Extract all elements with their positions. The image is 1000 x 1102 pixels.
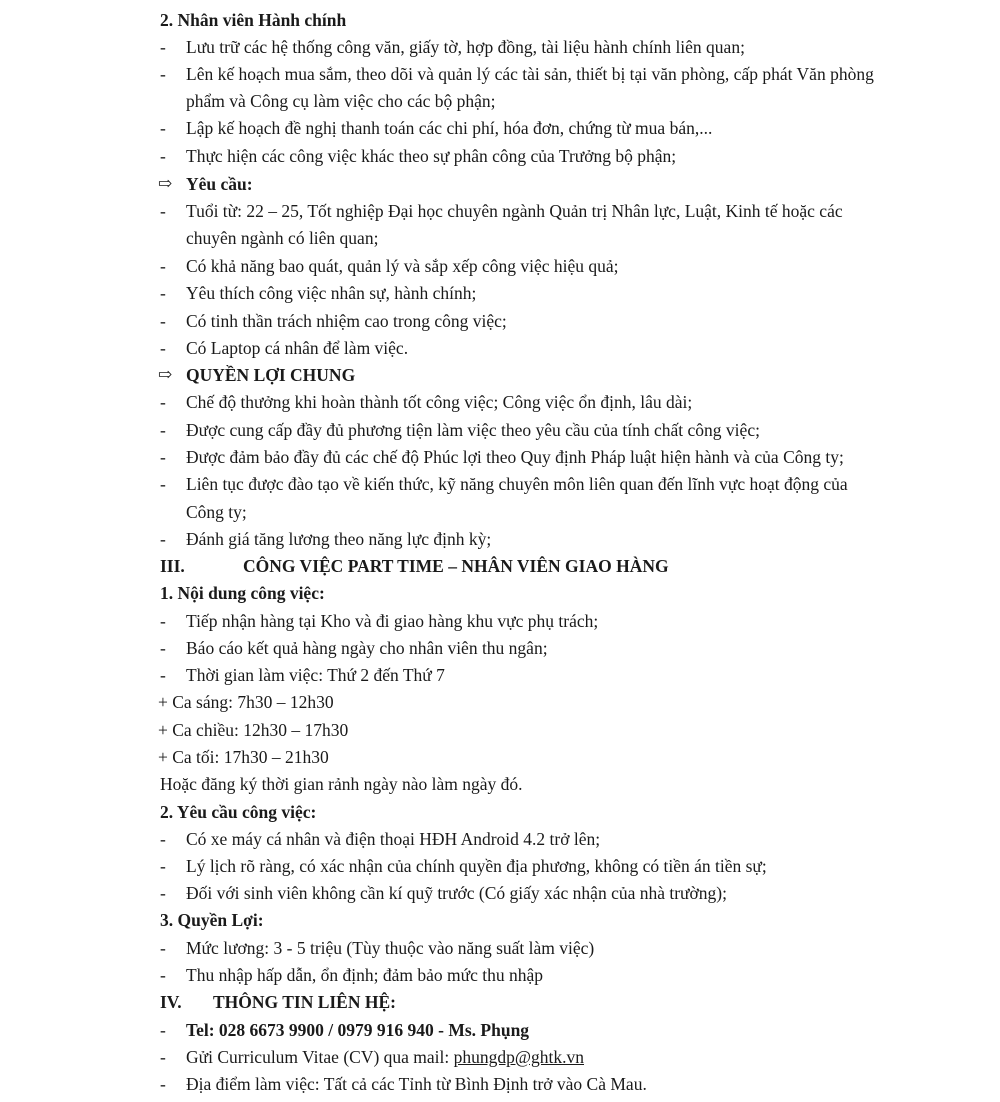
section-heading: 2. Nhân viên Hành chính xyxy=(160,10,347,30)
subsection-heading: 3. Quyền Lợi: xyxy=(160,910,264,930)
subsection-heading: 1. Nội dung công việc: xyxy=(160,583,325,603)
cv-line xyxy=(186,1045,584,1069)
benefits-heading: QUYỀN LỢI CHUNG xyxy=(186,365,356,385)
list-item: Thực hiện các công việc khác theo sự phân công của Trưởng bộ phận; xyxy=(186,146,677,166)
list-item: Lưu trữ các hệ thống công văn, giấy tờ, hợp đồng, tài liệu hành chính liên quan; xyxy=(186,37,745,57)
bullet-dash: - xyxy=(160,638,166,658)
list-item: Mức lương: 3 - 5 triệu (Tùy thuộc vào năng suất làm việc) xyxy=(186,938,595,958)
bullet-dash: - xyxy=(160,1020,166,1040)
section-heading: THÔNG TIN LIÊN HỆ: xyxy=(213,992,396,1012)
note-text: Hoặc đăng ký thời gian rảnh ngày nào làm ngày đó. xyxy=(160,774,523,794)
list-item: Tuổi từ: 22 – 25, Tốt nghiệp Đại học chuyên ngành Quản trị Nhân lực, Luật, Kinh tế hoặc các xyxy=(186,201,843,221)
shift-item: + Ca tối: 17h30 – 21h30 xyxy=(158,747,329,767)
bullet-dash: - xyxy=(160,611,166,631)
bullet-dash: - xyxy=(160,529,166,549)
list-item: Có khả năng bao quát, quản lý và sắp xếp công việc hiệu quả; xyxy=(186,256,619,276)
bullet-dash: - xyxy=(160,883,166,903)
bullet-dash: - xyxy=(160,856,166,876)
arrow-icon: ⇨ xyxy=(158,365,173,384)
list-item-continuation: Công ty; xyxy=(186,502,247,522)
shift-item: + Ca chiều: 12h30 – 17h30 xyxy=(158,720,349,740)
list-item: Lý lịch rõ ràng, có xác nhận của chính quyền địa phương, không có tiền án tiền sự; xyxy=(186,856,767,876)
bullet-dash: - xyxy=(160,64,166,84)
list-item: Yêu thích công việc nhân sự, hành chính; xyxy=(186,283,477,303)
bullet-dash: - xyxy=(160,311,166,331)
bullet-dash: - xyxy=(160,256,166,276)
requirements-heading: Yêu cầu: xyxy=(186,174,253,194)
bullet-dash: - xyxy=(160,474,166,494)
bullet-dash: - xyxy=(160,37,166,57)
list-item: Báo cáo kết quả hàng ngày cho nhân viên thu ngân; xyxy=(186,638,548,658)
list-item: Đối với sinh viên không cần kí quỹ trước (Có giấy xác nhận của nhà trường); xyxy=(186,883,727,903)
list-item: Thời gian làm việc: Thứ 2 đến Thứ 7 xyxy=(186,665,445,685)
bullet-dash: - xyxy=(160,1074,166,1094)
list-item: Lên kế hoạch mua sắm, theo dõi và quản lý các tài sản, thiết bị tại văn phòng, cấp phát Văn phòng xyxy=(186,64,874,84)
list-item: Lập kế hoạch đề nghị thanh toán các chi phí, hóa đơn, chứng từ mua bán,... xyxy=(186,118,713,138)
email-link[interactable]: phungdp@ghtk.vn xyxy=(453,1047,585,1067)
list-item: Được cung cấp đầy đủ phương tiện làm việc theo yêu cầu của tính chất công việc; xyxy=(186,420,760,440)
bullet-dash: - xyxy=(160,1047,166,1067)
bullet-dash: - xyxy=(160,829,166,849)
bullet-dash: - xyxy=(160,146,166,166)
bullet-dash: - xyxy=(160,201,166,221)
section-number: III. xyxy=(160,556,185,576)
cv-label: Gửi Curriculum Vitae (CV) qua mail: xyxy=(186,1047,454,1067)
list-item: Liên tục được đào tạo về kiến thức, kỹ năng chuyên môn liên quan đến lĩnh vực hoạt động của xyxy=(186,474,848,494)
list-item: Tiếp nhận hàng tại Kho và đi giao hàng khu vực phụ trách; xyxy=(186,611,599,631)
arrow-icon: ⇨ xyxy=(158,174,173,193)
work-location: Địa điểm làm việc: Tất cả các Tỉnh từ Bình Định trở vào Cà Mau. xyxy=(186,1074,647,1094)
list-item: Chế độ thưởng khi hoàn thành tốt công việc; Công việc ổn định, lâu dài; xyxy=(186,392,693,412)
shift-item: + Ca sáng: 7h30 – 12h30 xyxy=(158,692,334,712)
list-item: Đánh giá tăng lương theo năng lực định kỳ; xyxy=(186,529,492,549)
contact-phone: Tel: 028 6673 9900 / 0979 916 940 - Ms. Phụng xyxy=(186,1020,530,1040)
list-item: Có Laptop cá nhân để làm việc. xyxy=(186,338,409,358)
bullet-dash: - xyxy=(160,338,166,358)
list-item: Có tinh thần trách nhiệm cao trong công việc; xyxy=(186,311,507,331)
bullet-dash: - xyxy=(160,118,166,138)
list-item-continuation: chuyên ngành có liên quan; xyxy=(186,228,379,248)
section-heading: CÔNG VIỆC PART TIME – NHÂN VIÊN GIAO HÀNG xyxy=(243,556,669,576)
bullet-dash: - xyxy=(160,938,166,958)
bullet-dash: - xyxy=(160,283,166,303)
subsection-heading: 2. Yêu cầu công việc: xyxy=(160,802,317,822)
bullet-dash: - xyxy=(160,447,166,467)
bullet-dash: - xyxy=(160,392,166,412)
list-item: Thu nhập hấp dẫn, ổn định; đảm bảo mức thu nhập xyxy=(186,965,543,985)
bullet-dash: - xyxy=(160,965,166,985)
bullet-dash: - xyxy=(160,420,166,440)
list-item: Được đảm bảo đầy đủ các chế độ Phúc lợi theo Quy định Pháp luật hiện hành và của Công ty; xyxy=(186,447,844,467)
list-item: Có xe máy cá nhân và điện thoại HĐH Android 4.2 trở lên; xyxy=(186,829,601,849)
list-item-continuation: phẩm và Công cụ làm việc cho các bộ phận; xyxy=(186,91,496,111)
section-number: IV. xyxy=(160,992,182,1012)
bullet-dash: - xyxy=(160,665,166,685)
